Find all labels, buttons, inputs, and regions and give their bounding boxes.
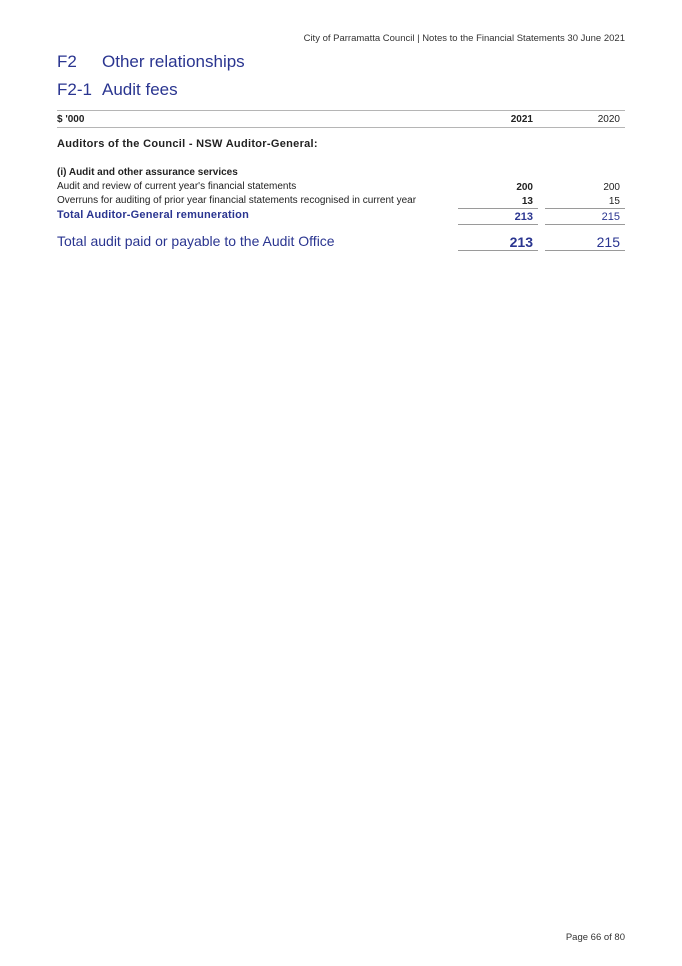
unit-label: $ '000	[57, 114, 85, 125]
subtotal-row	[57, 209, 625, 224]
row-label: Overruns for auditing of prior year financial statements recognised in current year	[57, 195, 417, 206]
subtotal-value-2021: 213	[514, 211, 533, 223]
page-number: Page 66 of 80	[565, 932, 625, 943]
subtotal-value-2020: 215	[601, 211, 620, 223]
subsection-title-text: Audit fees	[102, 80, 178, 99]
subtotal-underline-2020	[545, 224, 625, 225]
column-2021: 2021	[510, 114, 533, 125]
section-title-text: Other relationships	[102, 52, 245, 71]
subheading: (i) Audit and other assurance services	[57, 167, 238, 178]
grand-total-value-2021: 213	[509, 234, 533, 250]
row-value-2021: 200	[516, 182, 533, 193]
running-header: City of Parramatta Council | Notes to the Financial Statements 30 June 2021	[303, 33, 625, 44]
subtotal-label: Total Auditor-General remuneration	[57, 209, 249, 221]
table-row	[57, 181, 625, 195]
row-value-2020: 200	[603, 182, 620, 193]
grand-total-row	[57, 233, 625, 251]
row-label: Audit and review of current year's financial statements	[57, 181, 297, 192]
subtotal-underline-2021	[458, 224, 538, 225]
grand-total-value-2020: 215	[596, 234, 620, 250]
column-2020: 2020	[597, 114, 620, 125]
group-heading: Auditors of the Council - NSW Auditor-General:	[57, 138, 318, 150]
table-row	[57, 195, 625, 209]
grand-total-underline-2021	[458, 250, 538, 251]
row-value-2020: 15	[608, 196, 620, 207]
subsection-title	[57, 80, 178, 100]
section-number: F2	[57, 52, 77, 71]
section-title	[57, 52, 245, 72]
grand-total-underline-2020	[545, 250, 625, 251]
row-value-2021: 13	[521, 196, 533, 207]
grand-total-label: Total audit paid or payable to the Audit Office	[57, 233, 335, 249]
table-column-header	[57, 110, 625, 128]
subsection-number: F2-1	[57, 80, 92, 99]
